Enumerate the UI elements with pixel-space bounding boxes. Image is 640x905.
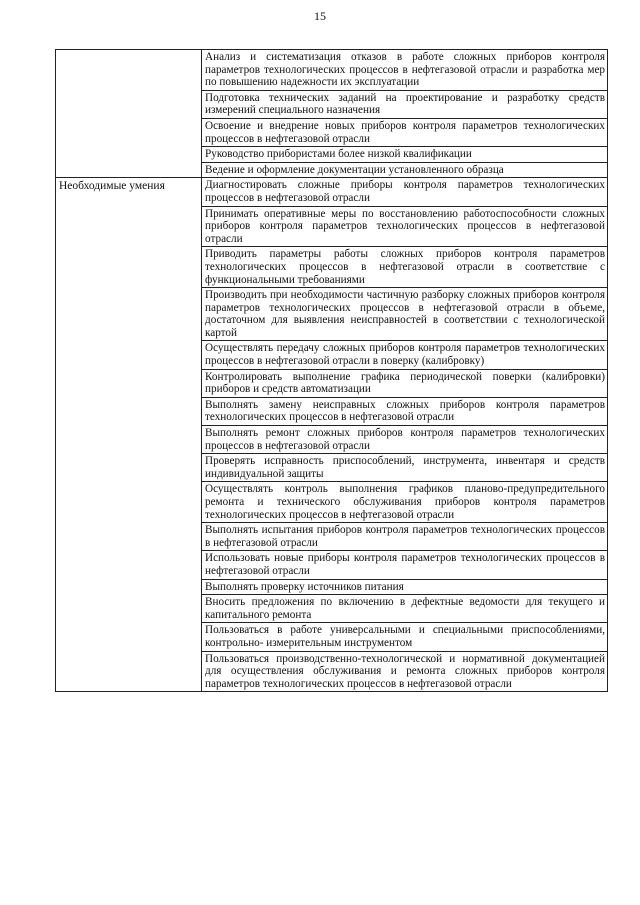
- table-row: [56, 178, 608, 692]
- table-row: [56, 50, 608, 178]
- row-label-cell: Необходимые умения: [56, 178, 202, 692]
- list-item: Контролировать выполнение графика периодической поверки (калибровки) приборов и средств автоматизации: [202, 370, 607, 398]
- row-label-cell: [56, 50, 202, 178]
- list-item: Вносить предложения по включению в дефектные ведомости для текущего и капитального ремонта: [202, 595, 607, 623]
- list-item: Выполнять замену неисправных сложных приборов контроля параметров технологических процессов в нефтегазовой отрасли: [202, 398, 607, 426]
- list-item: Осуществлять контроль выполнения графиков планово-предупредительного ремонта и технического обслуживания приборов контроля параметров технологических процессов в нефтегазовой отрасли: [202, 482, 607, 523]
- row-items-cell: [202, 50, 608, 178]
- page-number: 15: [314, 9, 326, 23]
- list-item: Ведение и оформление документации установленного образца: [205, 163, 504, 176]
- competency-table: [55, 49, 608, 692]
- list-item: Подготовка технических заданий на проектирование и разработку средств измерений специального назначения: [202, 91, 607, 119]
- list-item: Выполнять ремонт сложных приборов контроля параметров технологических процессов в нефтегазовой отрасли: [202, 426, 607, 454]
- list-item: Выполнять проверку источников питания: [202, 580, 607, 596]
- list-item: Приводить параметры работы сложных приборов контроля параметров технологических процессов в нефтегазовой отрасли в соответствие с функциональными требованиями: [202, 247, 607, 288]
- row-items-cell: [202, 178, 608, 692]
- list-item: Использовать новые приборы контроля параметров технологических процессов в нефтегазовой отрасли: [202, 551, 607, 579]
- list-item: Производить при необходимости частичную разборку сложных приборов контроля параметров технологических процессов в нефтегазовой отрасли в объеме, достаточном для выявления неисправностей в соответствии с технологической картой: [202, 288, 607, 341]
- list-item: Руководство прибористами более низкой квалификации: [202, 147, 607, 163]
- list-item: Выполнять испытания приборов контроля параметров технологических процессов в нефтегазовой отрасли: [202, 523, 607, 551]
- list-item: Пользоваться в работе универсальными и специальными приспособлениями, контрольно- измерительным инструментом: [202, 623, 607, 651]
- list-item: Анализ и систематизация отказов в работе сложных приборов контроля параметров технологических процессов в нефтегазовой отрасли и разработка мер по повышению надежности их эксплуатации: [202, 50, 607, 91]
- list-item: Диагностировать сложные приборы контроля параметров технологических процессов в нефтегазовой отрасли: [202, 178, 607, 206]
- list-item: Пользоваться производственно-технологической и нормативной документацией для осуществления обслуживания и ремонта сложных приборов контроля параметров технологических процессов в нефтегазовой отрасли: [205, 652, 605, 690]
- list-item: Принимать оперативные меры по восстановлению работоспособности сложных приборов контроля параметров технологических процессов в нефтегазовой отрасли: [202, 207, 607, 248]
- list-item: Проверять исправность приспособлений, инструмента, инвентаря и средств индивидуальной защиты: [202, 454, 607, 482]
- list-item: Осуществлять передачу сложных приборов контроля параметров технологических процессов в нефтегазовой отрасли в поверку (калибровку): [202, 341, 607, 369]
- list-item: Освоение и внедрение новых приборов контроля параметров технологических процессов в нефтегазовой отрасли: [202, 119, 607, 147]
